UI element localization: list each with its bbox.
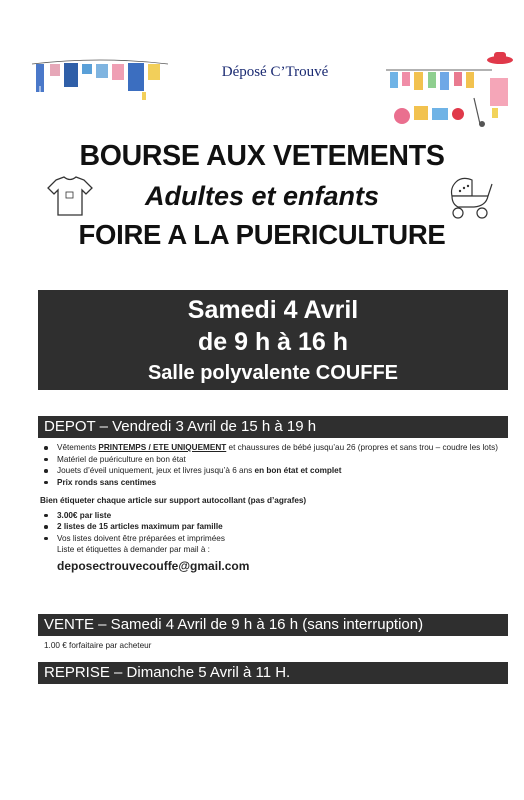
reprise-heading: REPRISE – Dimanche 5 Avril à 11 H. xyxy=(38,662,508,684)
list-item: Jouets d’éveil uniquement, jeux et livres jusqu’à 6 ans en bon état et complet xyxy=(40,465,506,477)
title-adultes-enfants: Adultes et enfants xyxy=(144,181,380,211)
list-item: 2 listes de 15 articles maximum par famille xyxy=(40,521,506,533)
stroller-icon xyxy=(444,174,496,220)
event-info-box xyxy=(38,290,508,390)
list-item: Vos listes doivent être préparées et imprimées xyxy=(40,533,506,545)
event-date: Samedi 4 Avril xyxy=(187,296,359,324)
depot-details xyxy=(40,442,506,574)
clothesline-illustration xyxy=(30,52,170,122)
depot-lists-list xyxy=(40,510,506,545)
vente-note: 1.00 € forfaitaire par acheteur xyxy=(44,641,152,650)
depot-conditions-list xyxy=(40,442,506,488)
list-item: Vêtements PRINTEMPS / ETE UNIQUEMENT et chaussures de bébé jusqu’au 26 (propres et sans trou – coudre les lots) xyxy=(40,442,506,454)
mail-request-line: Liste et étiquettes à demander par mail à : xyxy=(57,545,210,554)
list-item: Matériel de puériculture en bon état xyxy=(40,454,506,466)
list-item: Prix ronds sans centimes xyxy=(40,477,506,489)
list-item: 3.00€ par liste xyxy=(40,510,506,522)
event-time: de 9 h à 16 h xyxy=(197,328,349,356)
brand-name: Déposé C’Trouvé xyxy=(221,64,329,80)
contact-email[interactable]: deposectrouvecouffe@gmail.com xyxy=(57,558,250,573)
label-note: Bien étiqueter chaque article sur support autocollant (pas d’agrafes) xyxy=(40,496,307,505)
depot-heading: DEPOT – Vendredi 3 Avril de 15 h à 19 h xyxy=(38,416,508,438)
vente-heading: VENTE – Samedi 4 Avril de 9 h à 16 h (sans interruption) xyxy=(38,614,508,636)
title-puericulture: FOIRE A LA PUERICULTURE xyxy=(78,219,446,250)
title-bourse: BOURSE AUX VETEMENTS xyxy=(79,140,445,172)
tshirt-icon xyxy=(46,174,94,218)
baby-shop-illustration xyxy=(380,48,515,130)
season-emphasis: PRINTEMPS / ETE UNIQUEMENT xyxy=(98,443,227,452)
event-place: Salle polyvalente COUFFE xyxy=(147,362,399,384)
